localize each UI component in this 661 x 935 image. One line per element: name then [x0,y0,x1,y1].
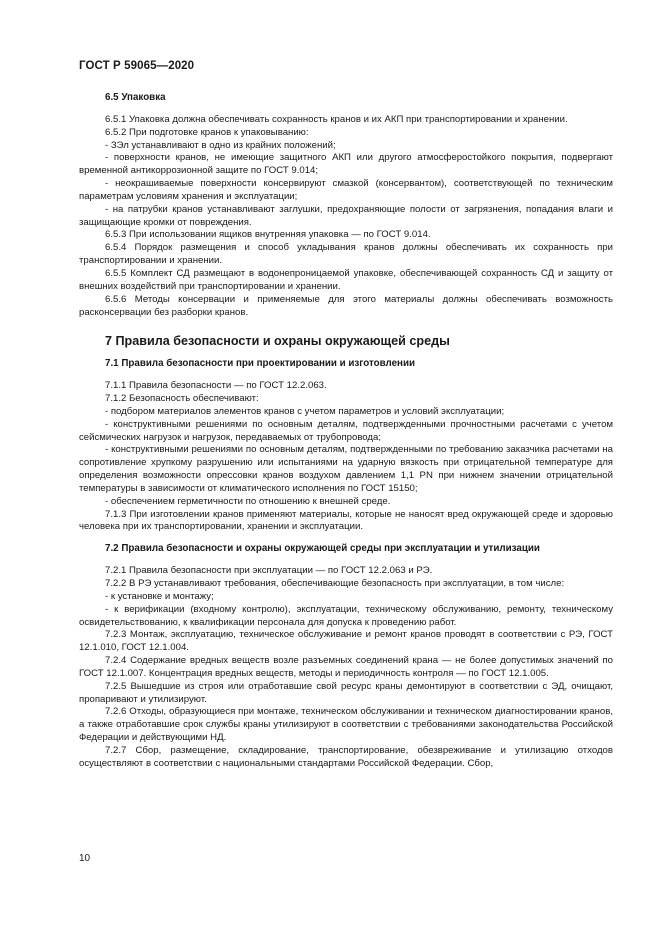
paragraph: 7.2.5 Вышедшие из строя или отработавшие свой ресурс краны демонтируют в соответствии с ЭД, очищают, пропаривают и утилизируют. [79,680,613,705]
list-item: - ЗЭл устанавливают в одно из крайних положений; [105,139,336,151]
paragraph: 7.2.4 Содержание вредных веществ возле разъемных соединений крана — не более допустимых значений по ГОСТ 12.1.007. Концентрация вредных веществ, методы и периодичность контроля — по ГОСТ 12.1.005. [79,655,613,679]
section-heading: 7.1 Правила безопасности при проектировании и изготовлении [105,358,416,370]
list-item: - поверхности кранов, не имеющие защитного АКП или другого атмосферостойкого покрытия, подвергают временной антикоррозионной защите по ГОСТ 9.014; [79,152,613,177]
list-item: - к установке и монтажу; [105,590,214,602]
paragraph: 7.2.7 Сбор, размещение, складирование, транспортирование, обезвреживание и утилизацию отходов осуществляют в соответствии с национальными стандартами Российской Федерации. Сбор, [79,744,613,769]
list-item: - обеспечением герметичности по отношению к внешней среде. [105,495,391,507]
section-heading: 6.5 Упаковка [105,92,166,103]
paragraph: 7.2.6 Отходы, образующиеся при монтаже, техническом обслуживании и техническом диагностировании кранов, а также отработавшие срок службы краны утилизируют в соответствии с требованиями законодательства Российской Федерации и действующими НД. [79,706,613,744]
document-body [79,92,613,771]
paragraph: 7.1.2 Безопасность обеспечивают: [105,393,259,405]
paragraph: 7.2.2 В РЭ устанавливают требования, обеспечивающие безопасность при эксплуатации, в том числе: [105,578,565,589]
paragraph: 6.5.2 При подготовке кранов к упаковыванию: [105,126,309,138]
list-item: - неокрашиваемые поверхности консервируют смазкой (консервантом), соответствующей по техническим параметрам условиям хранения и эксплуатации; [79,178,613,202]
list-item: - на патрубки кранов устанавливают заглушки, предохраняющие полости от загрязнения, попадания влаги и защищающие кромки от повреждения. [79,203,613,228]
paragraph: 6.5.4 Порядок размещения и способ укладывания кранов должны обеспечивать их сохранность при транспортировании и хранении. [79,242,613,267]
paragraph: 6.5.3 При использовании ящиков внутренняя упаковка — по ГОСТ 9.014. [105,229,431,241]
paragraph: 7.2.3 Монтаж, эксплуатацию, техническое обслуживание и ремонт кранов проводят в соответствии с РЭ, ГОСТ 12.1.010, ГОСТ 12.1.004. [79,629,613,654]
chapter-heading: 7 Правила безопасности и охраны окружающей среды [105,334,450,349]
paragraph: 7.1.1 Правила безопасности — по ГОСТ 12.2.063. [105,380,327,392]
list-item: - подбором материалов элементов кранов с учетом параметров и условий эксплуатации; [105,405,505,417]
paragraph: 7.1.3 При изготовлении кранов применяют материалы, которые не наносят вред окружающей среде и здоровью человека при их транспортировании, хранении и эксплуатации. [79,508,613,533]
list-item: - конструктивными решениями по основным деталям, подтвержденными по требованию заказчика расчетами на сопротивление хрупкому разрушению или испытаниями на ударную вязкость при отрицательной температуре для определения возможности опрессовки кранов воздухом давлением 1,1 PN при нижнем значении отрицательной температуры в зависимости от климатического исполнения по ГОСТ 15150; [79,444,613,494]
paragraph: 6.5.6 Методы консервации и применяемые для этого материалы должны обеспечивать возможность расконсервации без разборки кранов. [79,293,613,318]
document-header: ГОСТ Р 59065—2020 [79,60,195,72]
list-item: - к верификации (входному контролю), эксплуатации, техническому обслуживанию, ремонту, техническому освидетельствованию, к квалификации персонала для допуска к проведению работ. [79,603,613,628]
paragraph: 6.5.5 Комплект СД размещают в водонепроницаемой упаковке, обеспечивающей сохранность СД и защиту от внешних воздействий при транспортировании и хранении. [79,267,613,292]
paragraph: 6.5.1 Упаковка должна обеспечивать сохранность кранов и их АКП при транспортировании и хранении. [105,113,568,125]
page-number: 10 [79,853,91,864]
section-heading: 7.2 Правила безопасности и охраны окружающей среды при эксплуатации и утилизации [105,543,540,555]
list-item: - конструктивными решениями по основным деталям, подтвержденными прочностными расчетами с учетом сейсмических нагрузок и нагрузок, передаваемых от трубопровода; [79,418,613,443]
paragraph: 7.2.1 Правила безопасности при эксплуатации — по ГОСТ 12.2.063 и РЭ. [105,565,433,577]
